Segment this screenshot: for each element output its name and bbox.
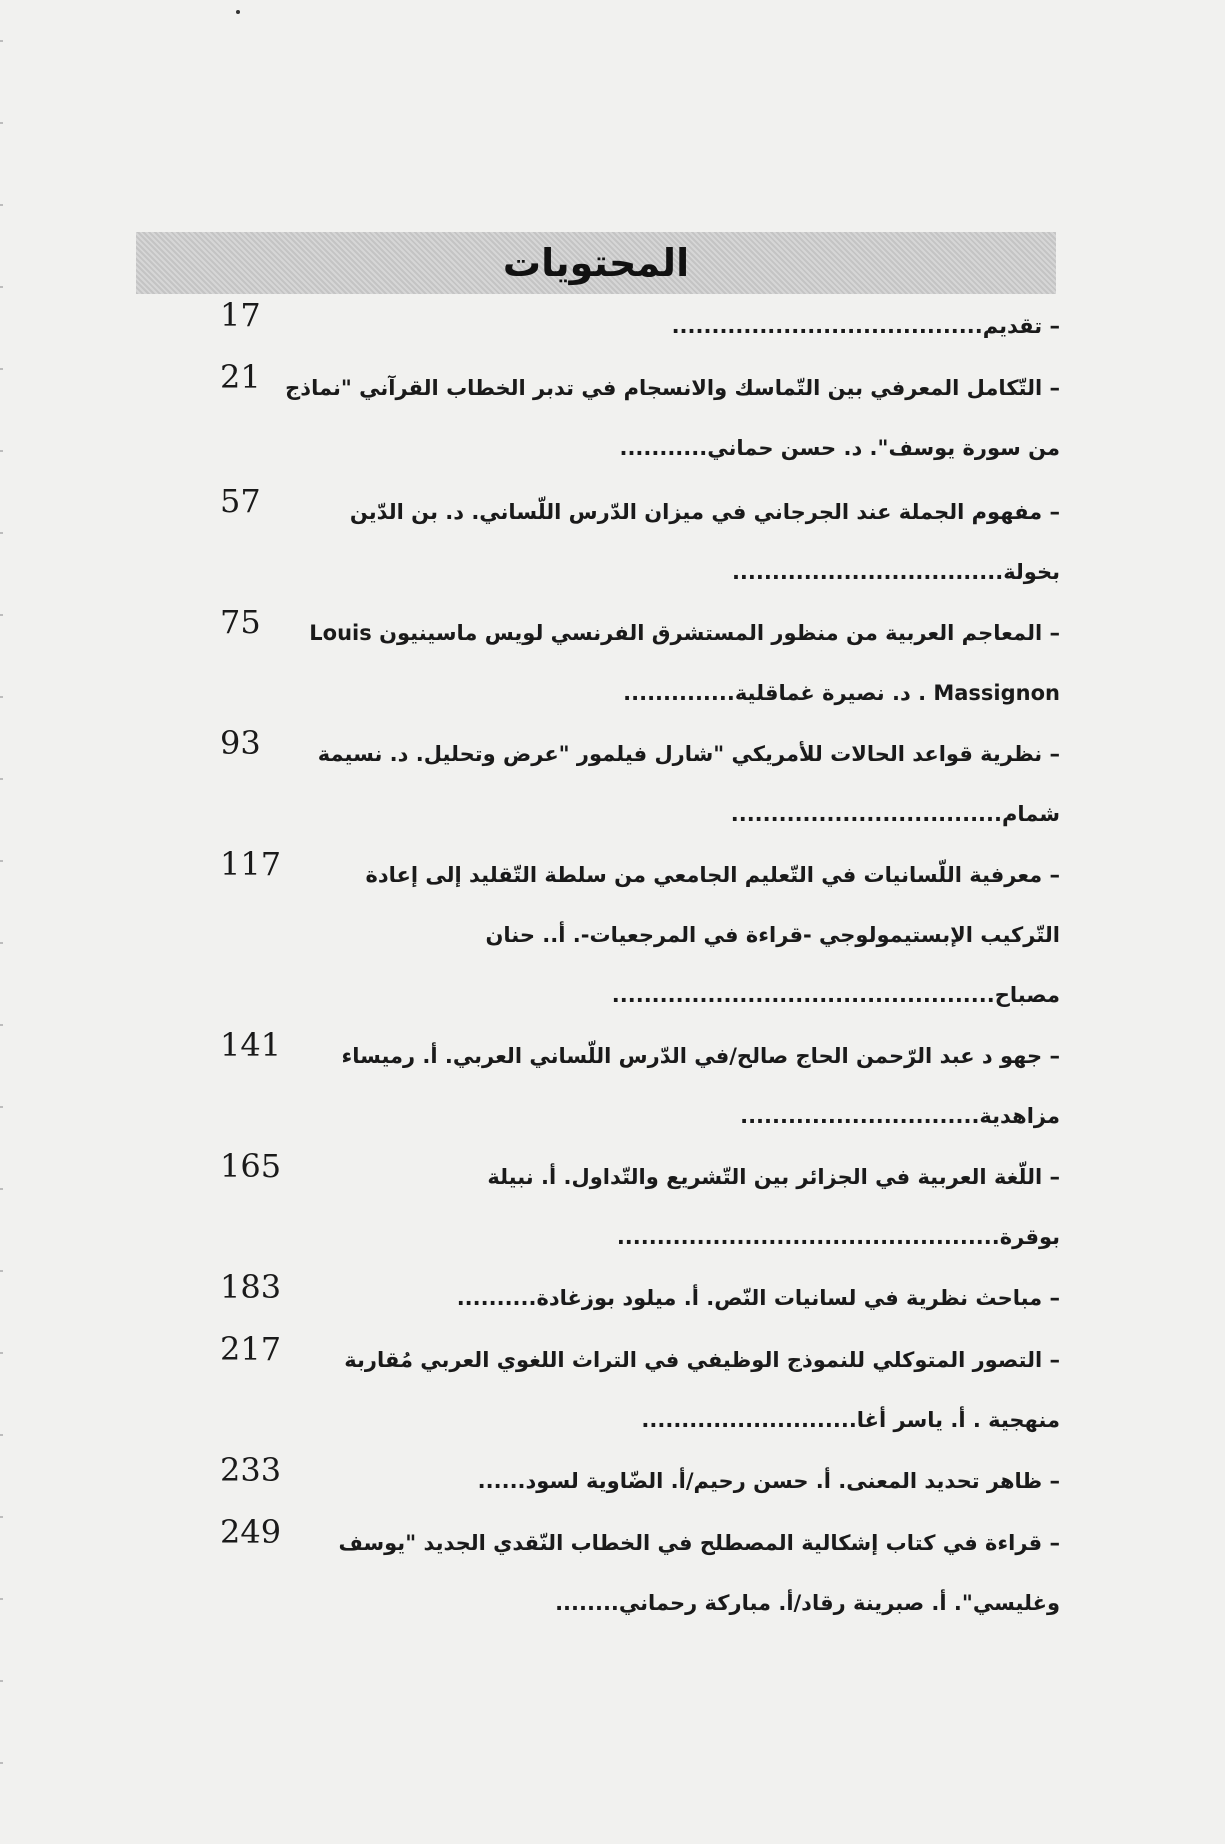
toc-entry-text: – قراءة في كتاب إشكالية المصطلح في الخطاب النّقدي الجديد "يوسف وغليسي". أ. صبرينة رقاد/أ. مباركة رحماني........ — [338, 1531, 1060, 1615]
toc-entry-text: – جهو د عبد الرّحمن الحاج صالح/في الدّرس اللّساني العربي. أ. رميساء مزاهدية.............................. — [341, 1044, 1060, 1128]
toc-page-number: 93 — [220, 724, 261, 762]
toc-page-number: 57 — [220, 482, 261, 520]
toc-page-number: 17 — [220, 296, 261, 334]
paper-speck — [236, 10, 240, 14]
toc-entry-text: – المعاجم العربية من منظور المستشرق الفرنسي لويس ماسينيون Louis Massignon . د. نصيرة غماقلية.............. — [309, 621, 1060, 705]
toc-entry-text: – نظرية قواعد الحالات للأمريكي "شارل فيلمور "عرض وتحليل. د. نسيمة شمام.................................. — [317, 742, 1060, 826]
toc-page-number: 75 — [220, 603, 261, 641]
toc-page-number: 183 — [220, 1268, 282, 1306]
toc-entry-text: – مباحث نظرية في لسانيات النّص. أ. ميلود بوزغادة.......... — [456, 1286, 1060, 1310]
toc-page-number: 165 — [220, 1147, 282, 1185]
toc-entry-text: – معرفية اللّسانيات في التّعليم الجامعي من سلطة التّقليد إلى إعادة التّركيب الإبستيمولوجي -قراءة في المرجعيات-. أ.. حنان مصباح................................................ — [365, 863, 1060, 1007]
page-edge-marks — [0, 0, 3, 1844]
toc-entry-text: – تقديم....................................... — [671, 314, 1060, 338]
contents-title: المحتويات — [502, 241, 690, 285]
toc-entry-text: – اللّغة العربية في الجزائر بين التّشريع والتّداول. أ. نبيلة بوقرة................................................ — [487, 1165, 1060, 1249]
toc-entry-text: – مفهوم الجملة عند الجرجاني في ميزان الدّرس اللّساني. د. بن الدّين بخولة.................................. — [349, 500, 1060, 584]
toc-page-number: 117 — [220, 845, 282, 883]
toc-page-number: 233 — [220, 1451, 282, 1489]
toc-page-number: 21 — [220, 358, 261, 396]
toc-entry-text: – التصور المتوكلي للنموذج الوظيفي في التراث اللغوي العربي مُقاربة منهجية . أ. ياسر أغا........................... — [344, 1348, 1060, 1432]
contents-header-band — [136, 232, 1056, 294]
toc-page-number: 141 — [220, 1026, 282, 1064]
toc-entry-text: – التّكامل المعرفي بين التّماسك والانسجام في تدبر الخطاب القرآني "نماذج من سورة يوسف". د. حسن حماني........... — [285, 376, 1060, 460]
toc-page-number: 217 — [220, 1330, 282, 1368]
toc-page-number: 249 — [220, 1513, 282, 1551]
toc-entry-text: – ظاهر تحديد المعنى. أ. حسن رحيم/أ. الضّاوية لسود...... — [477, 1469, 1060, 1493]
